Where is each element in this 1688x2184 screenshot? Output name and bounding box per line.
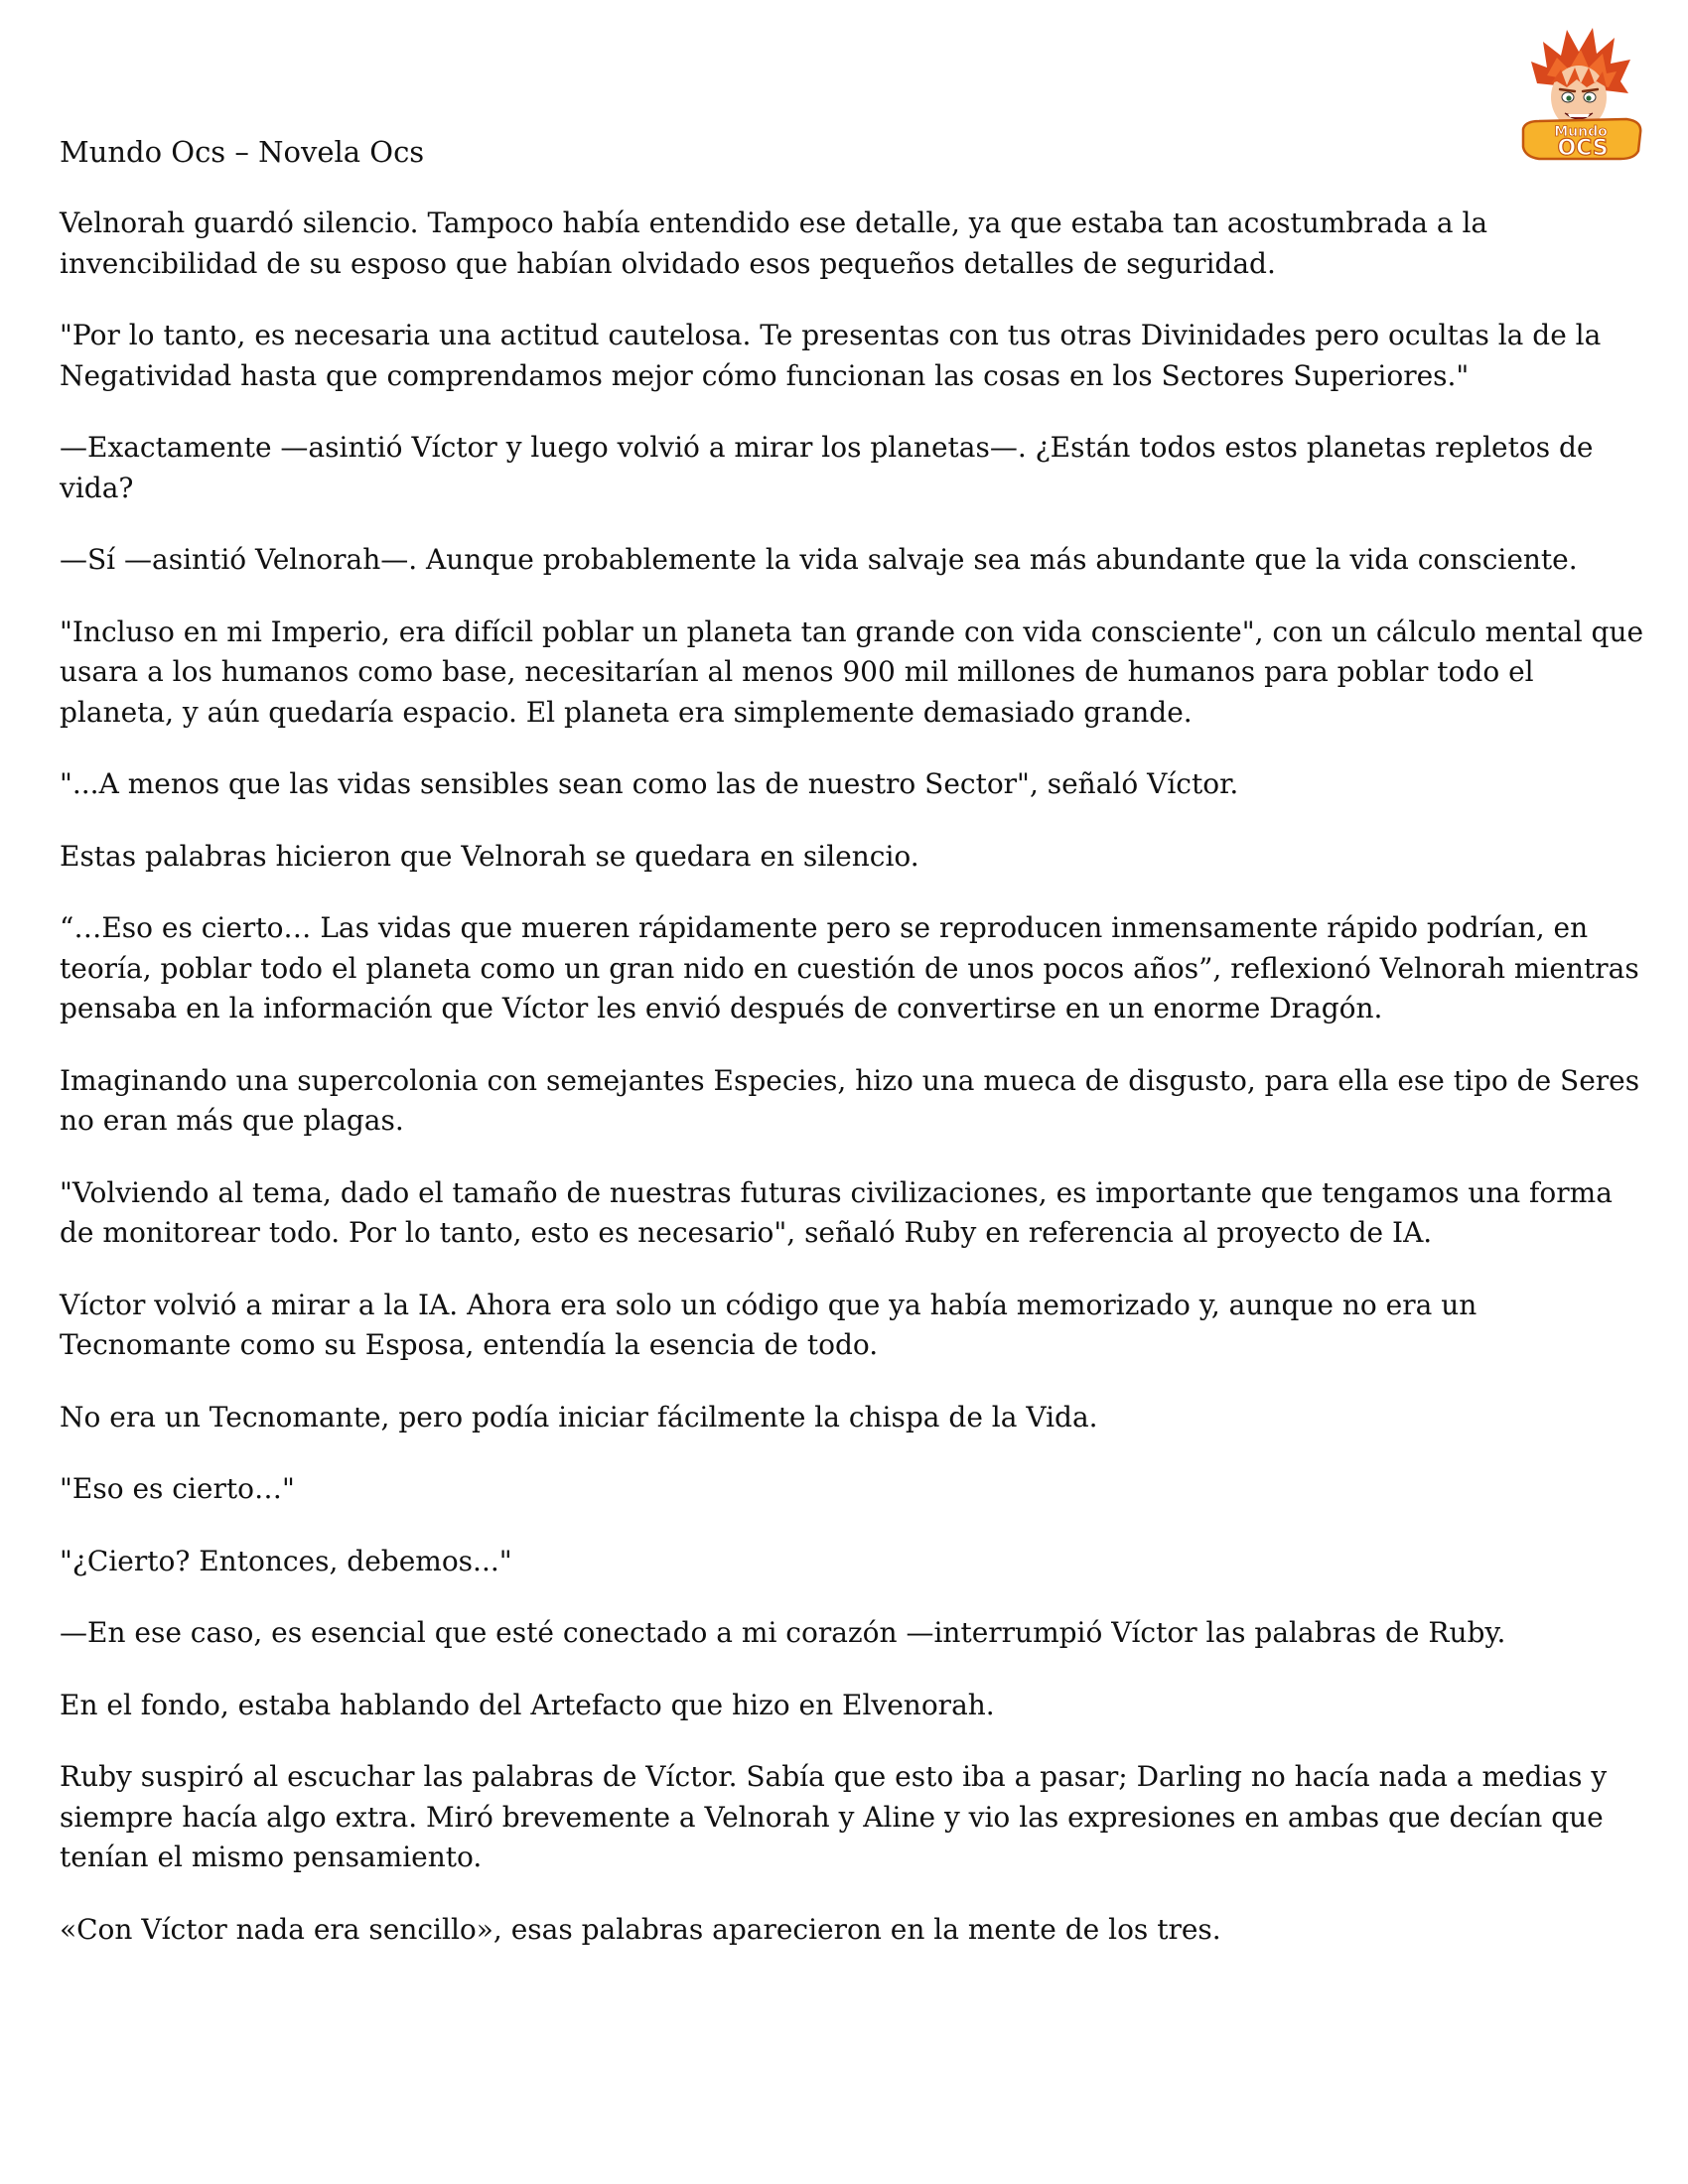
paragraph: "...A menos que las vidas sensibles sean como las de nuestro Sector", señaló Víctor. [60, 767, 1239, 800]
chapter-text [60, 204, 1646, 1981]
paragraph: Estas palabras hicieron que Velnorah se quedara en silencio. [60, 839, 919, 873]
svg-text:OCS: OCS [1557, 136, 1609, 161]
paragraph: “…Eso es cierto… Las vidas que mueren rápidamente pero se reproducen inmensamente rápido podrían, en teoría, poblar todo el planeta como un gran nido en cuestión de unos pocos años”, reflexionó Velnorah mientras pensaba en la información que Víctor les envió después de convertirse en un enorme Dragón. [60, 911, 1639, 1024]
paragraph: "¿Cierto? Entonces, debemos..." [60, 1544, 512, 1577]
paragraph: —En ese caso, es esencial que esté conectado a mi corazón —interrumpió Víctor las palabras de Ruby. [60, 1616, 1506, 1649]
paragraph: "Volviendo al tema, dado el tamaño de nuestras futuras civilizaciones, es importante que tengamos una forma de monitorear todo. Por lo tanto, esto es necesario", señaló Ruby en referencia al proyecto de IA. [60, 1175, 1613, 1249]
paragraph: "Incluso en mi Imperio, era difícil poblar un planeta tan grande con vida consciente", con un cálculo mental que usara a los humanos como base, necesitarían al menos 900 mil millones de humanos para poblar todo el planeta, y aún quedaría espacio. El planeta era simplemente demasiado grande. [60, 614, 1644, 729]
paragraph: "Por lo tanto, es necesaria una actitud cautelosa. Te presentas con tus otras Divinidades pero ocultas la de la Negatividad hasta que comprendamos mejor cómo funcionan las cosas en los Sectores Superiores." [60, 319, 1602, 392]
paragraph: En el fondo, estaba hablando del Artefacto que hizo en Elvenorah. [60, 1688, 995, 1721]
document-header: Mundo Ocs – Novela Ocs [60, 135, 425, 169]
paragraph: "Eso es cierto…" [60, 1472, 295, 1505]
paragraph: Ruby suspiró al escuchar las palabras de Víctor. Sabía que esto iba a pasar; Darling no hacía nada a medias y siempre hacía algo extra. Miró brevemente a Velnorah y Aline y vio las expresiones en ambas que decían que tenían el mismo pensamiento. [60, 1760, 1608, 1873]
paragraph: —Sí —asintió Velnorah—. Aunque probablemente la vida salvaje sea más abundante que la vida consciente. [60, 543, 1578, 576]
paragraph: Imaginando una supercolonia con semejantes Especies, hizo una mueca de disgusto, para ella ese tipo de Seres no eran más que plagas. [60, 1063, 1640, 1137]
mundo-ocs-logo-icon [1517, 22, 1646, 161]
paragraph: «Con Víctor nada era sencillo», esas palabras aparecieron en la mente de los tres. [60, 1912, 1221, 1946]
paragraph: No era un Tecnomante, pero podía iniciar fácilmente la chispa de la Vida. [60, 1400, 1098, 1433]
svg-text:Mundo: Mundo [1554, 124, 1608, 140]
paragraph: Víctor volvió a mirar a la IA. Ahora era solo un código que ya había memorizado y, aunque no era un Tecnomante como su Esposa, entendía la esencia de todo. [60, 1288, 1477, 1361]
paragraph: Velnorah guardó silencio. Tampoco había entendido ese detalle, ya que estaba tan acostumbrada a la invencibilidad de su esposo que habían olvidado esos pequeños detalles de seguridad. [60, 206, 1488, 280]
paragraph: —Exactamente —asintió Víctor y luego volvió a mirar los planetas—. ¿Están todos estos planetas repletos de vida? [60, 431, 1594, 504]
